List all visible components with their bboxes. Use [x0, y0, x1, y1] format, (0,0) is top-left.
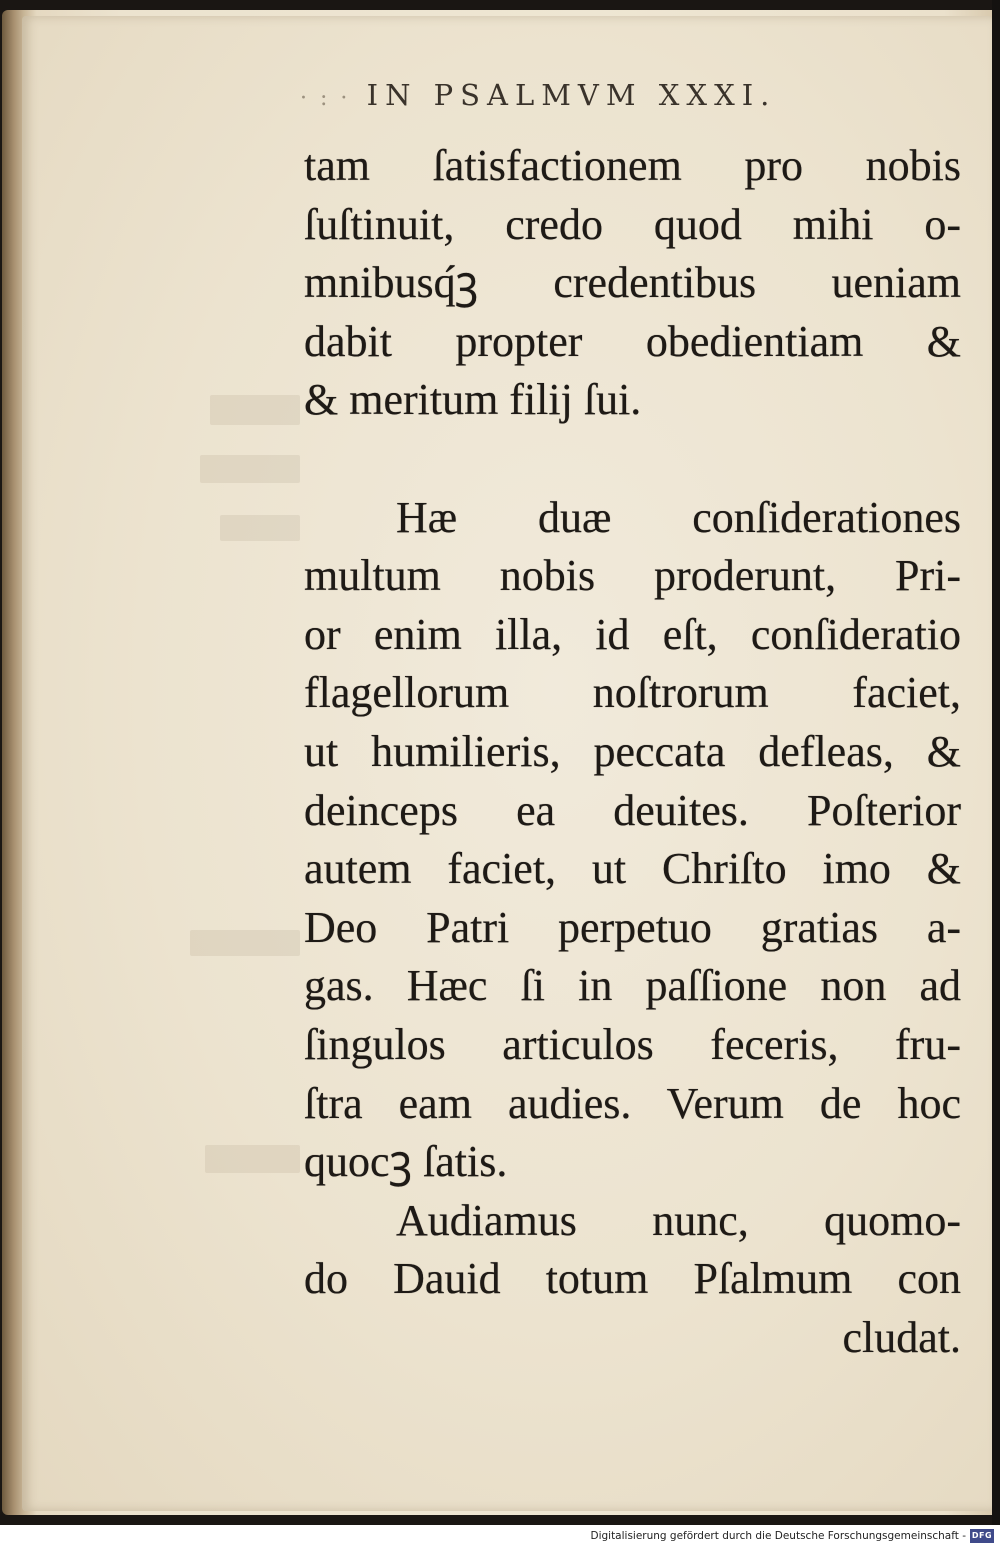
- scan-border: [992, 0, 1000, 1525]
- text-line: do Dauid totum Pſalmum con: [304, 1254, 961, 1304]
- text-line: mnibusq́ꝫ credentibus ueniam: [304, 258, 961, 308]
- running-head-ornament: · : ·: [300, 86, 351, 111]
- text-line: flagellorum noſtrorum faciet,: [304, 668, 961, 718]
- text-line: autem faciet, ut Chriſto imo &: [304, 844, 961, 894]
- bleed-through-mark: [210, 395, 300, 425]
- bleed-through-mark: [200, 455, 300, 483]
- bleed-through-mark: [220, 515, 300, 541]
- text-line: quocꝫ ſatis.: [304, 1137, 508, 1187]
- text-line: ut humilieris, peccata defleas, &: [304, 726, 961, 776]
- text-line: ſuſtinuit, credo quod mihi o-: [304, 199, 961, 249]
- text-line: Hæ duæ conſiderationes: [396, 492, 961, 542]
- text-line: ſingulos articulos feceris, fru-: [304, 1019, 961, 1069]
- running-head: [300, 78, 960, 112]
- text-line: Deo Patri perpetuo gratias a-: [304, 902, 961, 952]
- text-line: tam ſatisfactionem pro nobis: [304, 141, 961, 190]
- text-line: Audiamus nunc, quomo-: [396, 1195, 961, 1245]
- text-line: or enim illa, id eſt, conſideratio: [304, 609, 961, 659]
- text-line: gas. Hæc ſi in paſſione non ad: [304, 961, 961, 1011]
- text-line: deinceps ea deuites. Poſterior: [304, 785, 961, 835]
- text-line: multum nobis proderunt, Pri-: [304, 551, 961, 601]
- text-line: dabit propter obedientiam &: [304, 316, 961, 366]
- text-line: ſtra eam audies. Verum de hoc: [304, 1078, 961, 1128]
- bleed-through-mark: [190, 930, 300, 956]
- body-text: [304, 137, 961, 1367]
- funding-note: Digitalisierung gefördert durch die Deutsche Forschungsgemeinschaft -: [590, 1530, 966, 1542]
- running-head-title: IN PSALMVM XXXI.: [366, 78, 777, 112]
- text-line: & meritum filij ſui.: [304, 375, 642, 425]
- paragraph-gap: [304, 430, 961, 489]
- bleed-through-mark: [205, 1145, 300, 1173]
- text-line: cludat.: [842, 1312, 961, 1362]
- dfg-logo: DFG: [970, 1529, 994, 1543]
